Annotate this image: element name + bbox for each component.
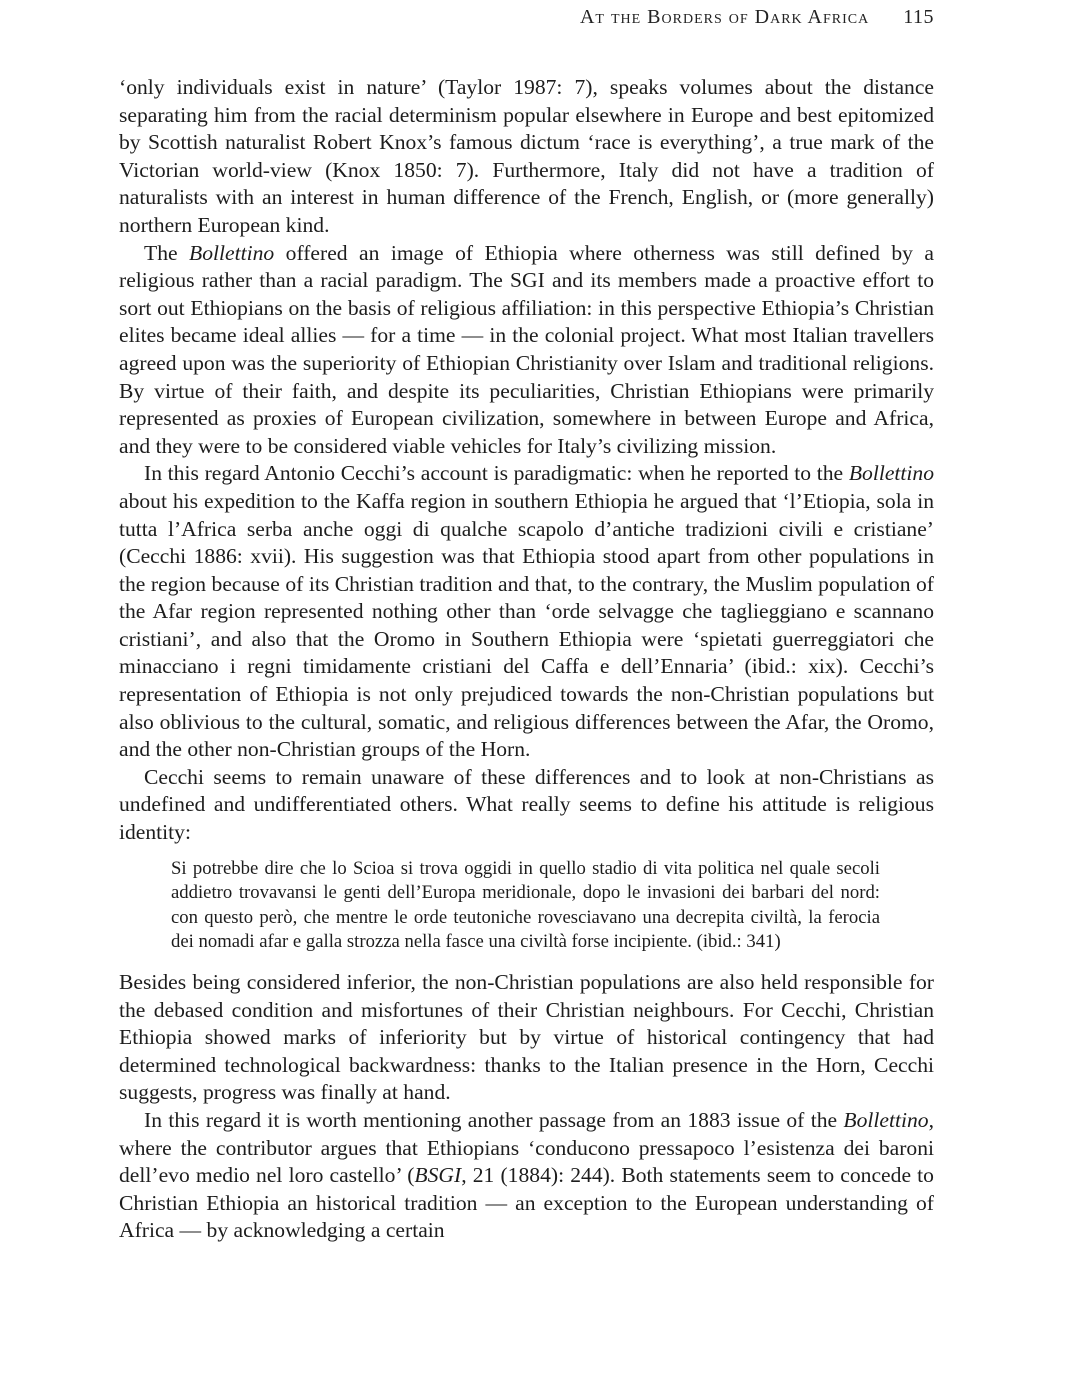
page-number: 115 [903, 6, 934, 28]
italic-title: Bollettino [189, 240, 275, 265]
text-segment: In this regard Antonio Cecchi’s account is paradigmatic: when he reported to the [144, 461, 849, 486]
running-title: At the Borders of Dark Africa [579, 6, 870, 28]
text-segment: ‘only individuals exist in nature’ (Taylor 1987: 7), speaks volumes about the distance separating him from the racial determinism popular elsewhere in Europe and best epitomized by Scottish naturalist Robert Knox’s famous dictum ‘race is everything’, a true mark of the Victorian world-view (Knox 1850: 7). Furthermore, Italy did not have a tradition of naturalists with an interest in human difference of the French, English, or (more generally) northern European kind. [119, 75, 934, 237]
text-segment: , 21 (1884): 244). Both statements seem to concede to Christian Ethiopia an historical tradition — an exception to the European understanding of Africa — by acknowledging a certain [119, 1163, 934, 1243]
text-segment: offered an image of Ethiopia where otherness was still defined by a religious rather than a racial paradigm. The SGI and its members made a proactive effort to sort out Ethiopians on the basis of religious affiliation: in this perspective Ethiopia’s Christian elites became ideal allies — for a time — in the colonial project. What most Italian travellers agreed upon was the superiority of Ethiopian Christianity over Islam and traditional religions. By virtue of their faith, and despite its peculiarities, Christian Ethiopians were primarily represented as proxies of European civilization, somewhere in between Europe and Africa, and they were to be considered viable vehicles for Italy’s civilizing mission. [119, 240, 934, 458]
running-header [119, 6, 934, 29]
paragraph-1 [119, 74, 934, 240]
text-segment: Cecchi seems to remain unaware of these differences and to look at non-Christians as undefined and undifferentiated others. What really seems to define his attitude is religious identity: [119, 764, 934, 845]
italic-abbreviation: BSGI [414, 1163, 462, 1188]
text-segment: , where the contributor argues that Ethiopians ‘conducono pressapoco l’esistenza dei baroni dell’evo medio nel loro castello’ ( [119, 1107, 934, 1188]
paragraph-3 [119, 460, 934, 764]
paragraph-5 [119, 969, 934, 1107]
italic-title: Bollettino [843, 1107, 929, 1132]
italic-title: Bollettino [848, 461, 934, 486]
text-segment: about his expedition to the Kaffa region in southern Ethiopia he argued that ‘l’Etiopia, sola in tutta l’Africa serba anche oggi di qualche scapolo d’antiche tradizioni civili e cristiane’ (Cecchi 1886: xvii). His suggestion was that Ethiopia stood apart from other populations in the region because of its Christian tradition and that, to the contrary, the Muslim population of the Afar region represented nothing other than ‘orde selvagge che taglieggiano e scannano cristiani’, and also that the Oromo in Southern Ethiopia were ‘spietati guerreggiatori che minacciano i regni timidamente cristiani del Caffa e dell’Ennaria’ (ibid.: xix). Cecchi’s representation of Ethiopia is not only prejudiced towards the non-Christian populations but also oblivious to the cultural, somatic, and religious differences between the Afar, the Oromo, and the other non-Christian groups of the Horn. [119, 488, 934, 762]
text-segment: The [144, 240, 190, 265]
paragraph-6 [119, 1107, 934, 1245]
text-segment: In this regard it is worth mentioning another passage from an 1883 issue of the [144, 1107, 844, 1132]
block-quote: Si potrebbe dire che lo Scioa si trova oggidi in quello stadio di vita politica nel quale secoli addietro trovavansi le genti dell’Europa meridionale, dopo le invasioni dei barbari del nord: con questo però, che mentre le orde teutoniche rovesciavano una decrepita civiltà, la ferocia dei nomadi afar e galla strozza nella fasce una civiltà forse incipiente. (ibid.: 341) [171, 857, 880, 953]
paragraph-2 [119, 240, 934, 461]
paragraph-4 [119, 764, 934, 847]
text-segment: Besides being considered inferior, the non-Christian populations are also held responsible for the debased condition and misfortunes of their Christian neighbours. For Cecchi, Christian Ethiopia showed marks of inferiority but by virtue of historical contingency that had determined technological backwardness: thanks to the Italian presence in the Horn, Cecchi suggests, progress was finally at hand. [119, 970, 934, 1105]
body-text [119, 74, 934, 1245]
